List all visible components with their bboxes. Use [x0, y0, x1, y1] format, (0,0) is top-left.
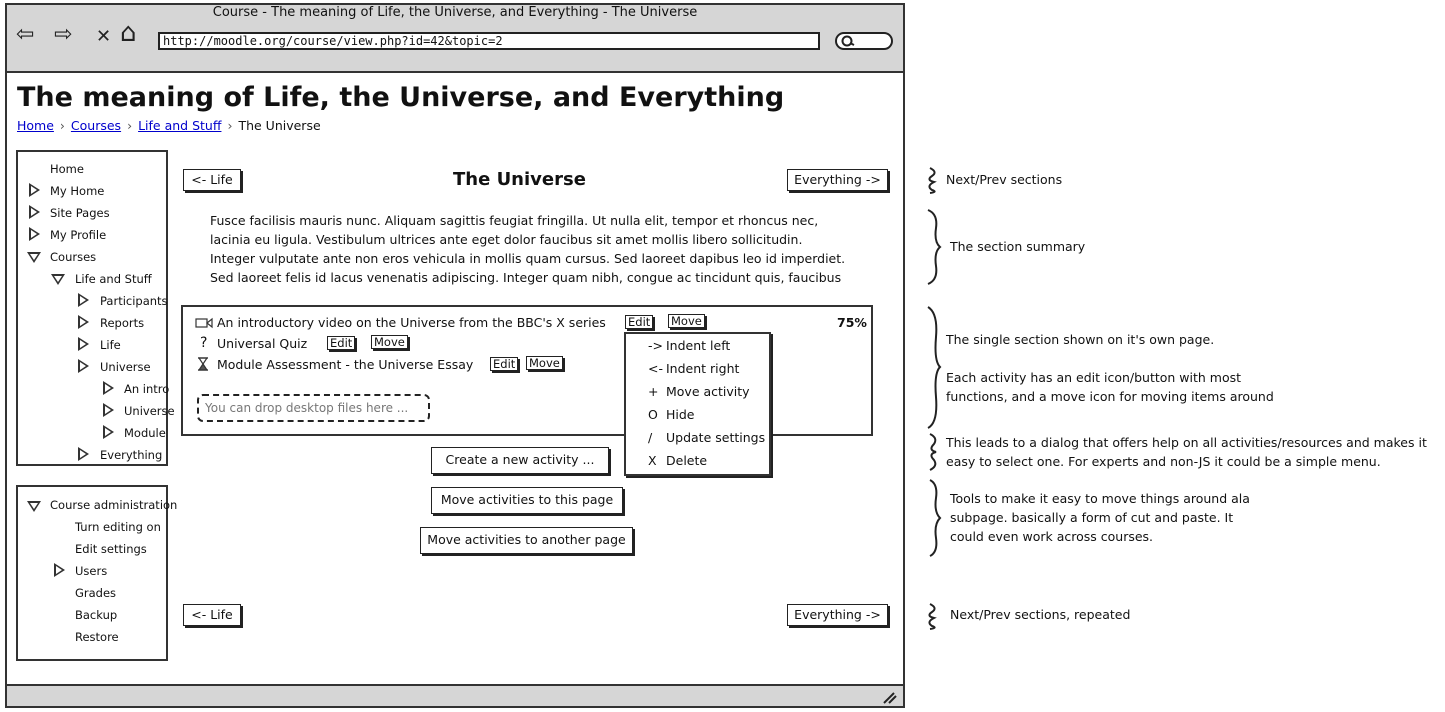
prev-section-button-bottom[interactable]: <- Life: [183, 604, 241, 626]
activity-universal-quiz[interactable]: Universal Quiz: [217, 336, 308, 351]
move-button[interactable]: Move: [668, 314, 705, 328]
nav-item-universal-quiz[interactable]: Universe: [124, 404, 175, 418]
annotation-brace-icon: [924, 602, 944, 630]
menu-indent-left[interactable]: [648, 338, 730, 353]
nav-item-module[interactable]: Module: [124, 426, 166, 440]
triangle-down-icon[interactable]: [27, 252, 41, 263]
plus-icon: +: [648, 384, 659, 399]
summary-line: lacinia eu ligula. Vestibulum ultrices ante eget dolor faucibus sit amet mollis libero sollicitudin.: [210, 232, 803, 247]
triangle-down-icon[interactable]: [51, 274, 65, 285]
nav-item-intro-video[interactable]: An intro: [124, 382, 170, 396]
triangle-right-icon[interactable]: [29, 205, 40, 219]
indent-right-icon: <-: [648, 361, 663, 376]
summary-line: Sed laoreet felis id lacus venenatis adipiscing. Integer quam nibh, congue ac tincidunt quis, faucibus: [210, 270, 842, 285]
annotation-brace-icon: [924, 478, 944, 558]
triangle-down-icon[interactable]: [27, 501, 41, 512]
create-activity-button[interactable]: Create a new activity ...: [431, 447, 609, 474]
edit-button[interactable]: Edit: [490, 357, 518, 371]
move-activities-here-button[interactable]: Move activities to this page: [431, 487, 623, 514]
annotation-brace-icon: [924, 432, 944, 472]
section-summary: [210, 211, 850, 287]
menu-hide[interactable]: [648, 407, 695, 422]
close-icon[interactable]: ✕: [96, 26, 112, 47]
annotation-summary: The section summary: [950, 239, 1086, 254]
triangle-right-icon[interactable]: [78, 315, 89, 329]
menu-item-label: Update settings: [666, 430, 766, 445]
annotation-nav-top: Next/Prev sections: [946, 172, 1063, 187]
search-icon: [840, 34, 856, 48]
triangle-right-icon[interactable]: [29, 227, 40, 241]
triangle-right-icon[interactable]: [103, 425, 114, 439]
move-button[interactable]: Move: [526, 356, 563, 370]
annotation-brace-icon: [924, 166, 944, 194]
admin-backup[interactable]: Backup: [75, 608, 118, 622]
admin-users[interactable]: Users: [75, 564, 108, 578]
triangle-right-icon[interactable]: [78, 293, 89, 307]
forward-arrow-icon[interactable]: ⇨: [54, 22, 73, 47]
annotation-tools-3: could even work across courses.: [950, 529, 1154, 544]
delete-icon: X: [648, 453, 657, 468]
prev-section-button[interactable]: <- Life: [183, 169, 241, 191]
edit-button[interactable]: Edit: [327, 336, 355, 350]
annotation-tools-2: subpage. basically a form of cut and paste. It: [950, 510, 1234, 525]
nav-item-reports[interactable]: Reports: [100, 316, 145, 330]
annotation-edit-icon-2: functions, and a move icon for moving items around: [946, 389, 1274, 404]
settings-slash-icon: /: [648, 430, 653, 445]
triangle-right-icon[interactable]: [54, 563, 65, 577]
menu-item-label: Delete: [666, 453, 708, 468]
admin-edit-settings[interactable]: Edit settings: [75, 542, 147, 556]
menu-delete[interactable]: [648, 453, 707, 468]
breadcrumb-current: The Universe: [238, 118, 321, 133]
chevron-right-icon: ›: [127, 118, 133, 133]
page-title: The meaning of Life, the Universe, and Everything: [17, 82, 785, 113]
nav-item-everything[interactable]: Everything: [100, 448, 163, 462]
annotation-edit-icon-1: Each activity has an edit icon/button with most: [946, 370, 1242, 385]
menu-update-settings[interactable]: [648, 430, 765, 445]
summary-line: Fusce facilisis mauris nunc. Aliquam sagittis feugiat fringilla. Ut nulla elit, tempor et rhoncus nec,: [210, 213, 819, 228]
file-dropzone[interactable]: You can drop desktop files here ...: [197, 394, 430, 422]
breadcrumb-courses[interactable]: Courses: [70, 118, 122, 133]
nav-item-my-profile[interactable]: My Profile: [50, 228, 107, 242]
chevron-right-icon: ›: [59, 118, 65, 133]
url-input[interactable]: http://moodle.org/course/view.php?id=42&topic=2: [158, 32, 820, 50]
menu-item-label: Indent right: [666, 361, 740, 376]
annotation-nav-bottom: Next/Prev sections, repeated: [950, 607, 1131, 622]
move-activities-other-button[interactable]: Move activities to another page: [420, 527, 633, 554]
triangle-right-icon[interactable]: [103, 381, 114, 395]
chevron-right-icon: ›: [227, 118, 233, 133]
nav-item-participants[interactable]: Participants: [100, 294, 168, 308]
menu-item-label: Hide: [666, 407, 695, 422]
edit-button[interactable]: Edit: [625, 315, 653, 329]
annotation-dialog-2: easy to select one. For experts and non-JS it could be a simple menu.: [946, 454, 1381, 469]
browser-search-input[interactable]: [835, 32, 893, 50]
annotation-brace-icon: [924, 208, 944, 286]
status-bar: [5, 684, 905, 708]
menu-item-label: Move activity: [666, 384, 750, 399]
breadcrumb-life-and-stuff[interactable]: Life and Stuff: [138, 118, 222, 133]
annotation-brace-icon: [924, 305, 944, 430]
menu-move-activity[interactable]: [648, 384, 750, 399]
home-icon[interactable]: ⌂: [120, 18, 137, 48]
nav-item-my-home[interactable]: My Home: [50, 184, 105, 198]
activity-intro-video[interactable]: An introductory video on the Universe from the BBC's X series: [217, 315, 606, 330]
next-section-button-bottom[interactable]: Everything ->: [787, 604, 888, 626]
annotation-dialog-1: This leads to a dialog that offers help on all activities/resources and makes it: [946, 435, 1427, 450]
hide-icon: O: [648, 407, 658, 422]
triangle-right-icon[interactable]: [78, 359, 89, 373]
annotation-tools-1: Tools to make it easy to move things around ala: [950, 491, 1250, 506]
admin-turn-editing-on[interactable]: Turn editing on: [75, 520, 161, 534]
triangle-right-icon[interactable]: [78, 447, 89, 461]
question-icon: ?: [200, 335, 208, 351]
next-section-button[interactable]: Everything ->: [787, 169, 888, 191]
nav-item-site-pages[interactable]: Site Pages: [50, 206, 110, 220]
nav-item-life[interactable]: Life: [100, 338, 121, 352]
hourglass-icon: [197, 357, 209, 371]
back-arrow-icon[interactable]: ⇦: [16, 22, 35, 47]
annotation-single-section: The single section shown on it's own page.: [946, 332, 1215, 347]
progress-percent: 75%: [837, 315, 867, 330]
admin-restore[interactable]: Restore: [75, 630, 119, 644]
indent-left-icon: ->: [648, 338, 663, 353]
course-administration-block: [16, 485, 178, 661]
menu-indent-right[interactable]: [648, 361, 739, 376]
video-icon: [195, 317, 213, 329]
nav-item-courses[interactable]: Courses: [50, 250, 97, 264]
edit-menu: [624, 332, 771, 476]
breadcrumb-home[interactable]: Home: [17, 118, 54, 133]
summary-line: Integer vulputate ante non eros vehicula in mollis quam cursus. Sed laoreet dapibus leo id imperdiet.: [210, 251, 846, 266]
activity-module-assessment[interactable]: Module Assessment - the Universe Essay: [217, 357, 474, 372]
nav-item-home[interactable]: Home: [50, 162, 84, 176]
triangle-right-icon[interactable]: [29, 183, 40, 197]
admin-title[interactable]: Course administration: [50, 498, 178, 512]
triangle-right-icon[interactable]: [103, 403, 114, 417]
section-heading: The Universe: [453, 169, 586, 190]
move-button[interactable]: Move: [371, 335, 408, 349]
navigation-block: [16, 150, 175, 466]
admin-grades[interactable]: Grades: [75, 586, 117, 600]
triangle-right-icon[interactable]: [78, 337, 89, 351]
resize-grip-icon[interactable]: [881, 689, 897, 705]
window-title: Course - The meaning of Life, the Universe, and Everything - The Universe: [212, 5, 698, 20]
menu-item-label: Indent left: [666, 338, 731, 353]
nav-item-universe[interactable]: Universe: [100, 360, 151, 374]
nav-item-life-and-stuff[interactable]: Life and Stuff: [75, 272, 152, 286]
breadcrumb: [17, 118, 321, 133]
